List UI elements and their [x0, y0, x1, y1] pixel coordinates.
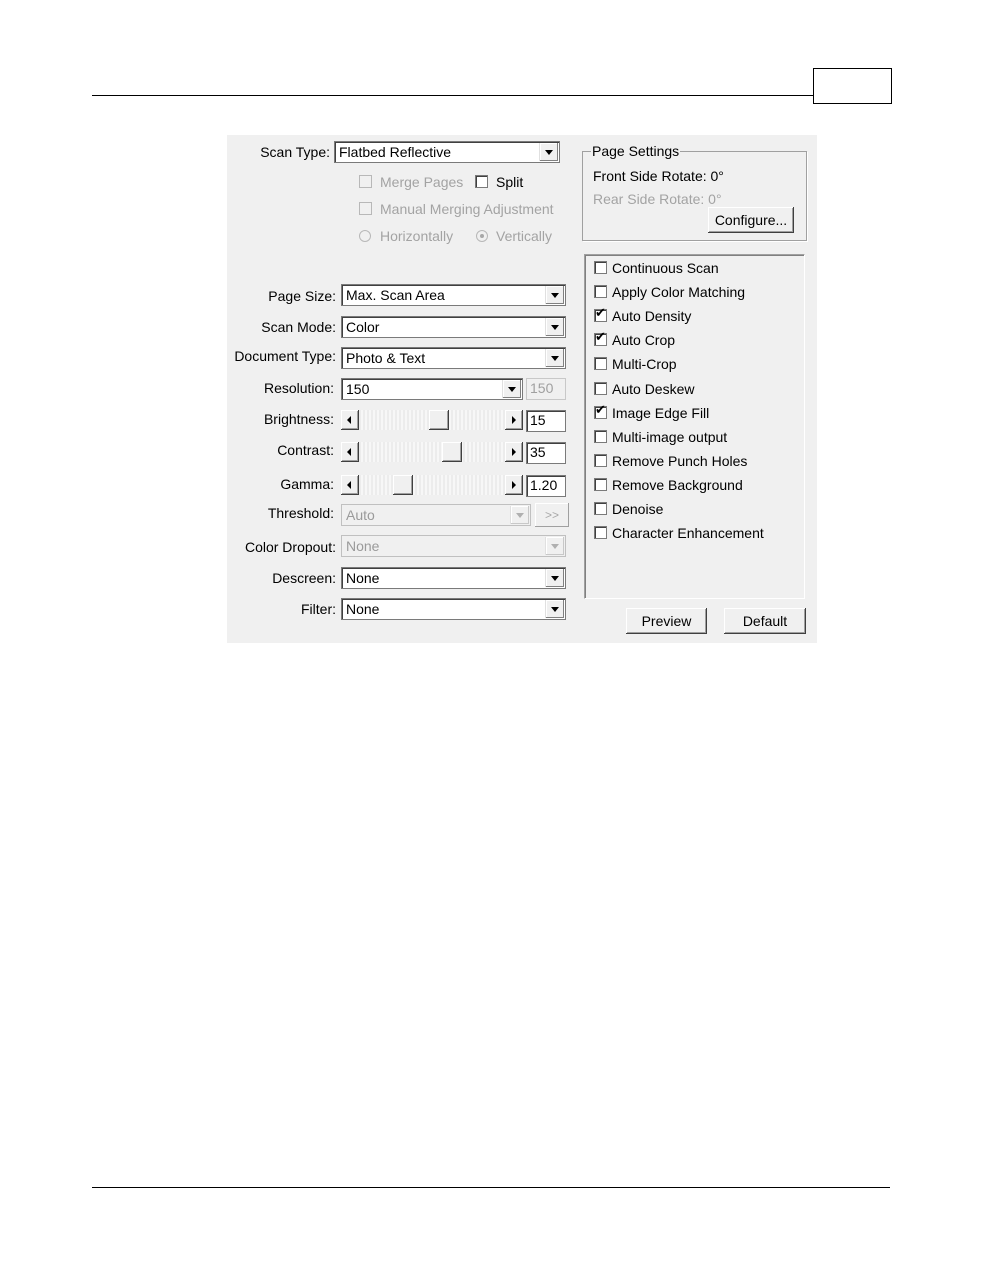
radio-dot-icon [480, 234, 484, 238]
merge-pages-checkbox[interactable] [359, 175, 372, 188]
resolution-custom-field[interactable]: 150 [526, 378, 566, 400]
option-checkbox[interactable] [594, 454, 607, 467]
scan-mode-select[interactable] [341, 316, 566, 338]
option-label: Remove Background [612, 476, 743, 493]
chevron-down-icon[interactable] [545, 600, 564, 618]
manual-merging-checkbox[interactable] [359, 202, 372, 215]
option-label: Multi-image output [612, 428, 728, 445]
merge-pages-label: Merge Pages [380, 174, 464, 190]
arrow-right-icon[interactable] [505, 410, 523, 430]
option-checkbox[interactable] [594, 430, 607, 443]
color-dropout-label: Color Dropout: [244, 539, 336, 555]
arrow-left-icon[interactable] [341, 475, 359, 495]
page-number-box [813, 68, 892, 104]
option-label: Multi-Crop [612, 356, 677, 373]
chevron-down-icon[interactable] [539, 143, 558, 161]
split-label: Split [496, 174, 524, 190]
option-label: Image Edge Fill [612, 404, 710, 421]
option-checkbox[interactable] [594, 478, 607, 491]
threshold-select[interactable] [341, 504, 531, 526]
default-button[interactable]: Default [724, 608, 806, 634]
header-rule [92, 95, 813, 96]
vertically-label: Vertically [496, 228, 553, 244]
contrast-track[interactable] [359, 442, 505, 462]
brightness-field[interactable]: 15 [526, 410, 566, 432]
front-rotate-text: Front Side Rotate: 0° [593, 168, 724, 184]
option-checkbox[interactable] [594, 306, 607, 322]
contrast-thumb[interactable] [442, 442, 462, 462]
page-settings-title: Page Settings [592, 143, 680, 159]
gamma-field[interactable]: 1.20 [526, 475, 566, 497]
brightness-label: Brightness: [263, 411, 334, 427]
document-type-label: Document Type: [234, 348, 336, 364]
arrow-right-icon[interactable] [505, 475, 523, 495]
manual-merging-label: Manual Merging Adjustment [380, 201, 554, 217]
gamma-label: Gamma: [280, 476, 334, 492]
option-label: Auto Crop [612, 332, 676, 349]
chevron-down-icon[interactable] [545, 569, 564, 587]
contrast-slider[interactable] [341, 442, 523, 462]
chevron-down-icon[interactable] [545, 349, 564, 367]
threshold-label: Threshold: [267, 505, 334, 521]
document-type-value: Photo & Text [346, 350, 426, 366]
option-checkbox[interactable] [594, 261, 607, 274]
scan-type-value: Flatbed Reflective [339, 144, 452, 160]
filter-value: None [346, 601, 380, 617]
option-label: Auto Deskew [612, 380, 695, 397]
configure-button[interactable]: Configure... [708, 207, 794, 233]
options-panel [584, 254, 805, 599]
chevron-down-icon[interactable] [545, 537, 564, 555]
footer-rule [92, 1187, 890, 1188]
split-checkbox[interactable] [475, 175, 488, 188]
checkmark-icon: ✔ [595, 402, 606, 418]
scan-mode-value: Color [346, 319, 380, 335]
arrow-left-icon[interactable] [341, 410, 359, 430]
chevron-down-icon[interactable] [510, 506, 529, 524]
page-size-value: Max. Scan Area [346, 287, 445, 303]
arrow-left-icon[interactable] [341, 442, 359, 462]
scan-mode-label: Scan Mode: [261, 319, 336, 335]
threshold-value: Auto [346, 507, 375, 523]
resolution-select[interactable] [341, 378, 523, 400]
chevron-down-icon[interactable] [545, 318, 564, 336]
option-label: Continuous Scan [612, 260, 719, 276]
arrow-right-icon[interactable] [505, 442, 523, 462]
rear-rotate-text: Rear Side Rotate: 0° [593, 191, 722, 207]
checkmark-icon: ✔ [595, 306, 606, 322]
filter-select[interactable] [341, 598, 566, 620]
chevron-down-icon[interactable] [545, 286, 564, 304]
option-checkbox[interactable] [594, 285, 607, 298]
scan-settings-panel [227, 135, 817, 643]
option-checkbox[interactable] [594, 402, 607, 419]
contrast-label: Contrast: [277, 442, 334, 458]
vertically-radio[interactable] [476, 230, 488, 242]
option-checkbox[interactable] [594, 526, 607, 539]
filter-label: Filter: [301, 601, 336, 617]
descreen-value: None [346, 570, 380, 586]
option-label: Remove Punch Holes [612, 452, 748, 469]
contrast-field[interactable]: 35 [526, 442, 566, 464]
option-checkbox[interactable] [594, 357, 607, 370]
option-label: Auto Density [612, 308, 692, 325]
color-dropout-select[interactable] [341, 535, 566, 557]
document-type-select[interactable] [341, 347, 566, 369]
gamma-track[interactable] [359, 475, 505, 495]
checkmark-icon: ✔ [595, 330, 606, 346]
resolution-value: 150 [346, 381, 370, 397]
descreen-label: Descreen: [272, 570, 336, 586]
preview-button[interactable]: Preview [626, 608, 707, 634]
chevron-down-icon[interactable] [502, 380, 521, 398]
page-size-select[interactable] [341, 284, 566, 306]
option-label: Apply Color Matching [612, 284, 746, 301]
scan-type-label: Scan Type: [260, 144, 330, 160]
option-label: Character Enhancement [612, 525, 764, 542]
horizontally-radio[interactable] [359, 230, 371, 242]
page-size-label: Page Size: [268, 288, 336, 304]
scan-type-select[interactable] [334, 141, 560, 163]
brightness-thumb[interactable] [429, 410, 449, 430]
horizontally-label: Horizontally [380, 228, 454, 244]
color-dropout-value: None [346, 538, 380, 554]
resolution-label: Resolution: [263, 380, 334, 396]
option-label: Denoise [612, 501, 664, 517]
threshold-advanced-button[interactable]: >> [535, 503, 569, 527]
gamma-thumb[interactable] [393, 475, 413, 495]
option-checkbox[interactable] [594, 330, 607, 346]
brightness-slider[interactable] [341, 410, 523, 430]
option-checkbox[interactable] [594, 502, 607, 515]
gamma-slider[interactable] [341, 475, 523, 495]
option-checkbox[interactable] [594, 382, 607, 395]
descreen-select[interactable] [341, 567, 566, 589]
